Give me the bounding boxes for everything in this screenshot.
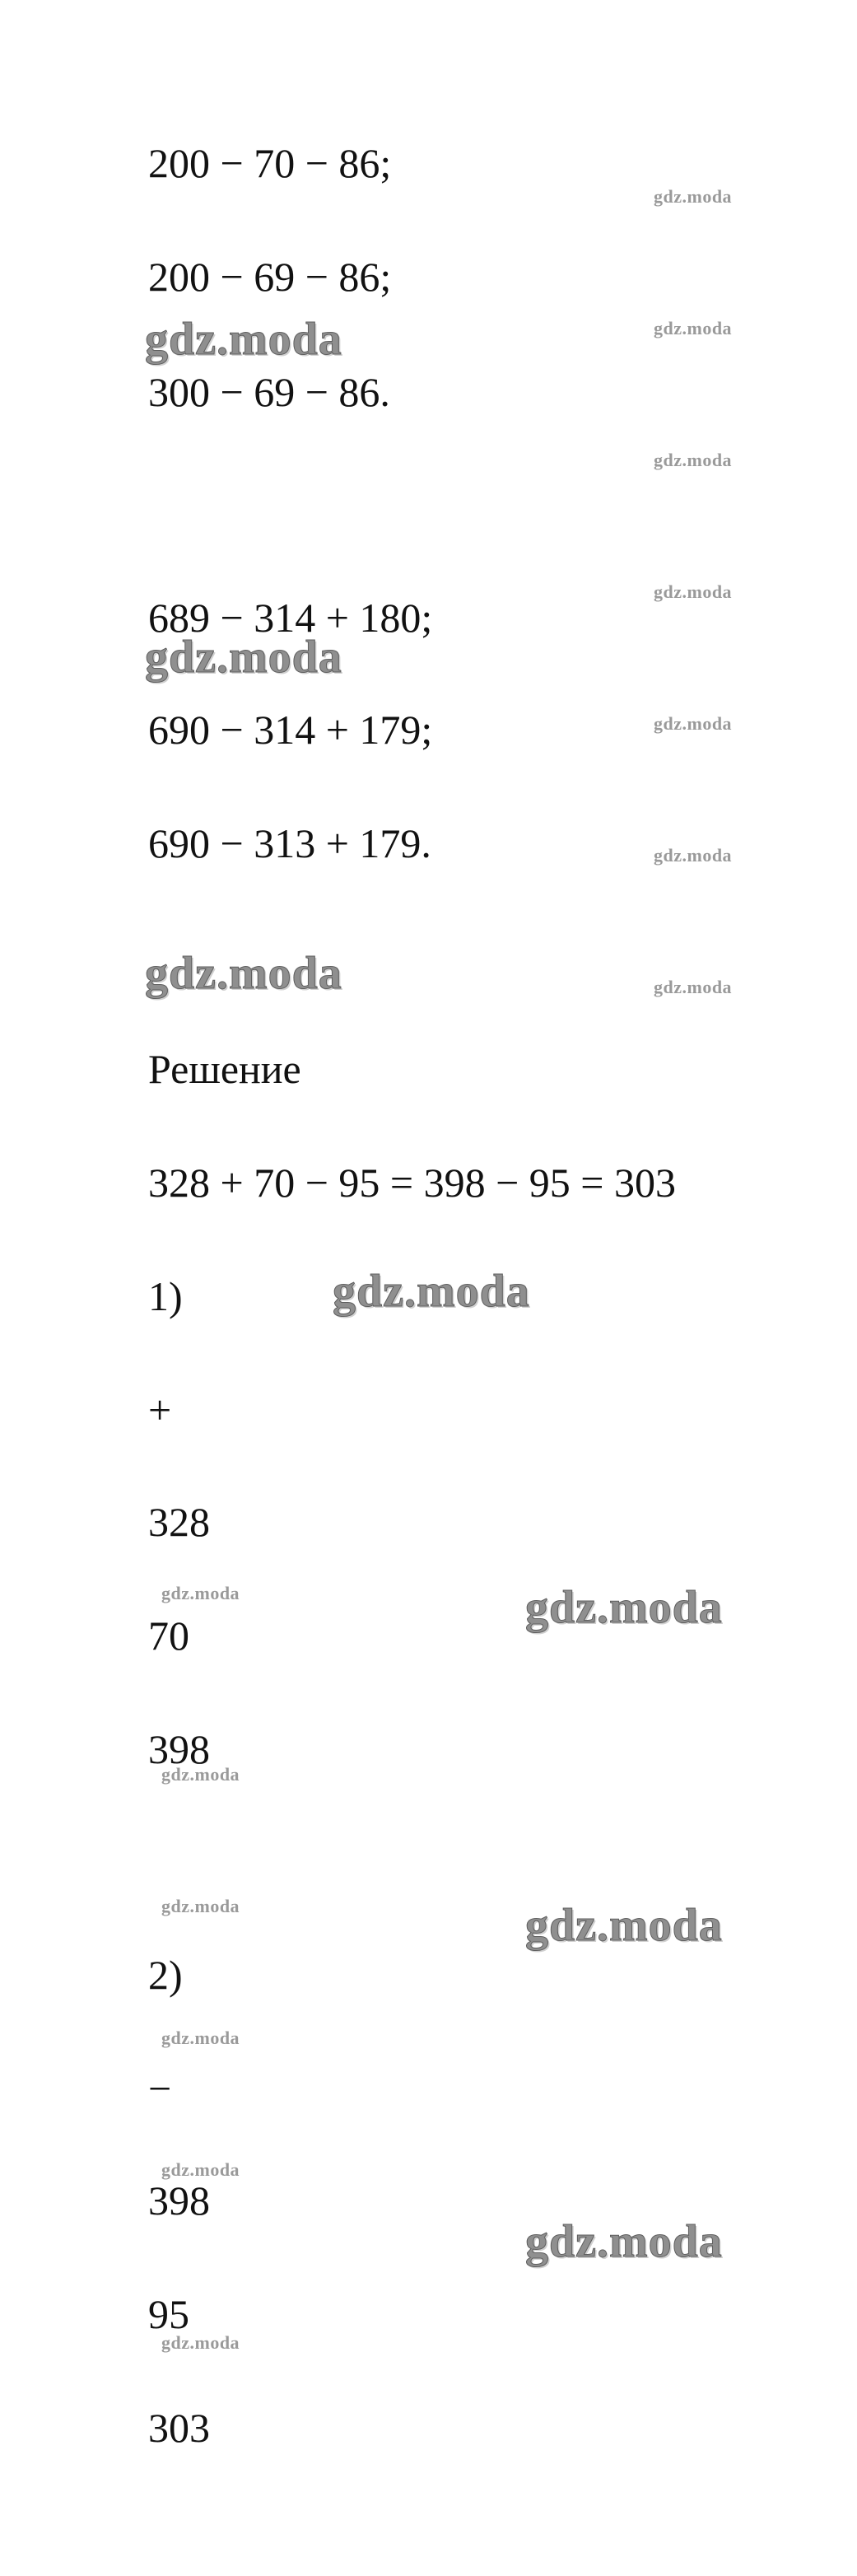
step-1-sign: + [148,1387,172,1433]
step-1-operand-2: 70 [148,1612,189,1659]
watermark-large: gdz.moda [145,948,342,999]
watermark-large: gdz.moda [525,2216,723,2267]
step-2-operand-1: 398 [148,2177,210,2224]
watermark-large: gdz.moda [333,1266,530,1317]
watermark: gdz.moda [161,1764,240,1785]
step-1-label: 1) [148,1273,183,1319]
watermark-large: gdz.moda [145,632,342,683]
watermark-large: gdz.moda [145,314,342,365]
watermark: gdz.moda [161,2028,240,2048]
watermark: gdz.moda [654,186,733,207]
step-2-sign: − [148,2065,172,2112]
watermark: gdz.moda [654,713,733,734]
watermark: gdz.moda [161,2332,240,2353]
solution-equation: 328 + 70 − 95 = 398 − 95 = 303 [148,1160,676,1206]
expression-line: 200 − 70 − 86; [148,140,392,186]
expression-line: 300 − 69 − 86. [148,369,390,415]
watermark: gdz.moda [654,581,733,602]
watermark-large: gdz.moda [525,1582,723,1633]
watermark: gdz.moda [654,845,733,866]
expression-line: 690 − 314 + 179; [148,707,433,753]
step-2-result: 303 [148,2405,210,2451]
step-1-operand-1: 328 [148,1499,210,1545]
watermark: gdz.moda [654,977,733,997]
step-2-operand-2: 95 [148,2291,189,2337]
watermark: gdz.moda [161,2159,240,2180]
watermark: gdz.moda [161,1896,240,1916]
step-2-label: 2) [148,1952,183,1998]
watermark: gdz.moda [654,450,733,470]
expression-line: 689 − 314 + 180; [148,595,433,641]
watermark: gdz.moda [161,1583,240,1603]
expression-line: 690 − 313 + 179. [148,820,431,866]
expression-line: 200 − 69 − 86; [148,254,392,300]
watermark: gdz.moda [654,318,733,338]
solution-heading: Решение [148,1046,301,1092]
step-1-result: 398 [148,1726,210,1772]
watermark-large: gdz.moda [525,1900,723,1951]
